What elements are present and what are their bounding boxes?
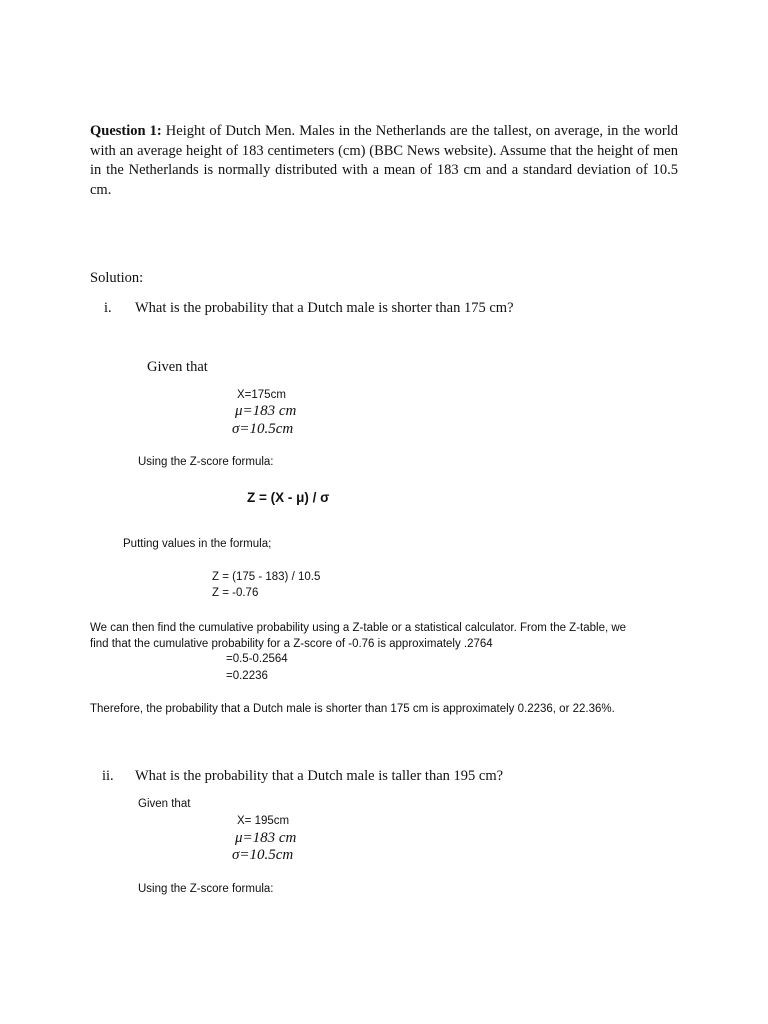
part2-x-value: X= 195cm (237, 815, 290, 827)
putting-values-label: Putting values in the formula; (123, 538, 272, 550)
calc-line-1: Z = (175 - 183) / 10.5 (212, 571, 321, 583)
step-line-2: =0.2236 (226, 670, 268, 682)
part2-numeral: ii. (102, 768, 114, 784)
question-label: Question 1: (90, 123, 162, 139)
part1-given-label: Given that (147, 359, 208, 375)
part1-conclusion: Therefore, the probability that a Dutch male is shorter than 175 cm is approximately 0.2236, or 22.36%. (90, 703, 615, 715)
cumulative-line-1: We can then find the cumulative probability using a Z-table or a statistical calculator. From the Z-table, we (90, 622, 627, 634)
part1-mu-value: μ=183 cm (235, 403, 297, 419)
part1-sigma-value: σ=10.5cm (232, 421, 294, 437)
question-paragraph (90, 122, 678, 200)
step-line-1: =0.5-0.2564 (226, 653, 288, 665)
question-text: Height of Dutch Men. Males in the Netherlands are the tallest, on average, in the world with an average height of 183 centimeters (cm) (BBC News website). Assume that the height of men in the Netherlands is normally distributed with a mean of 183 cm and a standard deviation of 10.5 cm. (90, 123, 679, 198)
part2-given-label: Given that (138, 798, 191, 810)
part1-numeral: i. (104, 300, 112, 316)
part2-question: What is the probability that a Dutch male is taller than 195 cm? (135, 768, 504, 784)
part1-zscore-label: Using the Z-score formula: (138, 456, 274, 468)
part2-sigma-value: σ=10.5cm (232, 847, 294, 863)
zscore-formula: Z = (X - μ) / σ (247, 490, 330, 505)
solution-label: Solution: (90, 270, 144, 286)
part2-zscore-label: Using the Z-score formula: (138, 883, 274, 895)
part2-mu-value: μ=183 cm (235, 830, 297, 846)
part1-x-value: X=175cm (237, 389, 286, 401)
cumulative-line-2: find that the cumulative probability for a Z-score of -0.76 is approximately .2764 (90, 638, 493, 650)
part1-question: What is the probability that a Dutch male is shorter than 175 cm? (135, 300, 514, 316)
calc-line-2: Z = -0.76 (212, 587, 259, 599)
